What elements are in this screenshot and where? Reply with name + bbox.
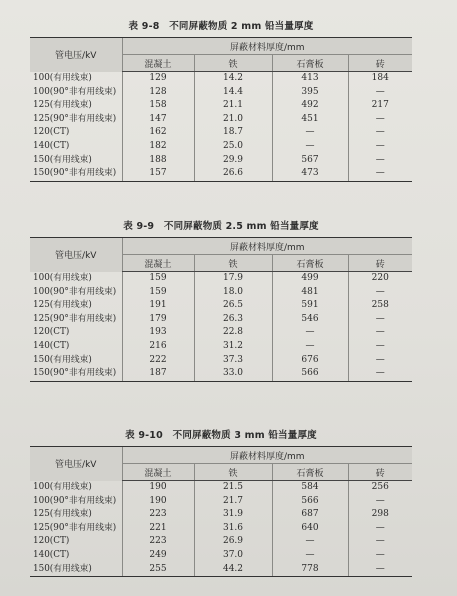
row-label: 150(有用线束) <box>30 563 122 577</box>
row-label: 125(有用线束) <box>33 300 92 311</box>
table-cell: — <box>348 140 412 154</box>
voltage-header: 管电压/kV <box>30 238 122 272</box>
table-cell: 221 <box>122 522 194 536</box>
table-cell: 566 <box>272 367 348 381</box>
table-cell: — <box>348 86 412 100</box>
table-cell: 182 <box>122 140 194 154</box>
row-label: 125(90°非有用线束) <box>33 113 117 124</box>
table-cell: 26.6 <box>194 167 272 181</box>
table-cell: 26.9 <box>194 535 272 549</box>
row-label: 120(CT) <box>33 536 70 547</box>
table-cell: 25.0 <box>194 140 272 154</box>
row-label: 100(90°非有用线束) <box>33 286 117 297</box>
table-cell: 37.3 <box>194 354 272 368</box>
table-row <box>30 86 412 100</box>
table-row <box>30 354 412 368</box>
material-header: 砖 <box>348 255 412 272</box>
table-cell: — <box>348 563 412 577</box>
table-row <box>30 140 412 154</box>
material-header: 铁 <box>194 55 272 72</box>
table-cell: 473 <box>272 167 348 181</box>
material-header: 石膏板 <box>272 255 348 272</box>
table-cell: 249 <box>122 549 194 563</box>
table-row <box>30 154 412 168</box>
table-cell: 31.6 <box>194 522 272 536</box>
table-cell: 14.2 <box>194 72 272 86</box>
row-label: 140(CT) <box>33 340 70 351</box>
table-cell: 21.1 <box>194 99 272 113</box>
material-header: 石膏板 <box>272 464 348 481</box>
row-label: 150(90°非有用线束) <box>30 167 122 181</box>
table-caption: 表 9-9 不同屏蔽物质 2.5 mm 铅当量厚度 <box>123 221 319 232</box>
table-cell: — <box>348 113 412 127</box>
material-group-header: 屏蔽材料厚度/mm <box>122 238 412 255</box>
voltage-header: 管电压/kV <box>30 38 122 72</box>
table-cell: 190 <box>122 495 194 509</box>
table-cell: 193 <box>122 326 194 340</box>
table-caption: 表 9-8 不同屏蔽物质 2 mm 铅当量厚度 <box>128 21 314 32</box>
row-label: 100(有用线束) <box>33 272 92 283</box>
table-cell: — <box>272 140 348 154</box>
table-cell: 31.9 <box>194 508 272 522</box>
table-cell: 778 <box>272 563 348 577</box>
table-cell: 566 <box>272 495 348 509</box>
table-row <box>30 535 412 549</box>
material-header: 石膏板 <box>272 55 348 72</box>
table-row <box>30 299 412 313</box>
table-row <box>30 481 412 495</box>
voltage-header: 管电压/kV <box>30 447 122 481</box>
table-caption: 表 9-10 不同屏蔽物质 3 mm 铅当量厚度 <box>125 430 317 441</box>
table-cell: 413 <box>272 72 348 86</box>
row-label: 150(有用线束) <box>33 354 92 365</box>
table-cell: 676 <box>272 354 348 368</box>
table-cell: — <box>348 167 412 181</box>
row-label: 100(有用线束) <box>33 481 92 492</box>
row-label: 140(CT) <box>33 140 70 151</box>
table-cell: 222 <box>122 354 194 368</box>
table-cell: — <box>272 535 348 549</box>
material-header: 铁 <box>194 255 272 272</box>
row-label: 125(90°非有用线束) <box>33 313 117 324</box>
table-cell: 179 <box>122 313 194 327</box>
table-cell: 33.0 <box>194 367 272 381</box>
table-cell: 21.5 <box>194 481 272 495</box>
table-row <box>30 549 412 563</box>
table-cell: 190 <box>122 481 194 495</box>
material-header: 砖 <box>348 464 412 481</box>
table-row <box>30 563 412 577</box>
table-cell: 223 <box>122 535 194 549</box>
table-cell: 216 <box>122 340 194 354</box>
row-label: 150(90°非有用线束) <box>30 367 122 381</box>
table-cell: — <box>348 154 412 168</box>
table-row <box>30 313 412 327</box>
table-row <box>30 340 412 354</box>
table-row <box>30 522 412 536</box>
row-label: 125(有用线束) <box>33 100 92 111</box>
table-cell: — <box>348 340 412 354</box>
row-label: 140(CT) <box>33 549 70 560</box>
table-cell: 17.9 <box>194 272 272 286</box>
table-cell: 162 <box>122 126 194 140</box>
row-label: 120(CT) <box>33 127 70 138</box>
row-label: 125(90°非有用线束) <box>33 522 117 533</box>
table-9-10 <box>30 427 412 577</box>
table-cell: 640 <box>272 522 348 536</box>
table-cell: — <box>348 535 412 549</box>
material-group-header: 屏蔽材料厚度/mm <box>122 447 412 464</box>
material-header: 砖 <box>348 55 412 72</box>
table-cell: — <box>348 126 412 140</box>
table-9-8 <box>30 18 412 182</box>
table-cell: 187 <box>122 367 194 381</box>
table-cell: 256 <box>348 481 412 495</box>
table-row <box>30 126 412 140</box>
material-header: 混凝土 <box>122 55 194 72</box>
material-group-header: 屏蔽材料厚度/mm <box>122 38 412 55</box>
table-cell: 21.0 <box>194 113 272 127</box>
material-header: 混凝土 <box>122 464 194 481</box>
table-9-9 <box>30 218 412 382</box>
table-row <box>30 272 412 286</box>
table-cell: 159 <box>122 286 194 300</box>
material-header: 铁 <box>194 464 272 481</box>
table-row <box>30 113 412 127</box>
table-cell: 546 <box>272 313 348 327</box>
table-cell: — <box>348 367 412 381</box>
table-cell: 22.8 <box>194 326 272 340</box>
table-cell: 217 <box>348 99 412 113</box>
table-cell: 128 <box>122 86 194 100</box>
table-row <box>30 167 412 181</box>
table-row <box>30 286 412 300</box>
row-label: 100(90°非有用线束) <box>33 495 117 506</box>
table-cell: 191 <box>122 299 194 313</box>
table-cell: 298 <box>348 508 412 522</box>
table-row <box>30 495 412 509</box>
table-cell: 223 <box>122 508 194 522</box>
table-cell: 499 <box>272 272 348 286</box>
table-row <box>30 72 412 86</box>
table-cell: 258 <box>348 299 412 313</box>
data-table <box>30 37 412 182</box>
table-cell: 451 <box>272 113 348 127</box>
table-cell: 584 <box>272 481 348 495</box>
table-cell: 188 <box>122 154 194 168</box>
table-cell: 37.0 <box>194 549 272 563</box>
table-cell: 492 <box>272 99 348 113</box>
table-cell: — <box>272 326 348 340</box>
table-cell: 129 <box>122 72 194 86</box>
table-cell: 14.4 <box>194 86 272 100</box>
table-cell: 26.3 <box>194 313 272 327</box>
table-cell: 184 <box>348 72 412 86</box>
table-cell: 481 <box>272 286 348 300</box>
table-cell: 26.5 <box>194 299 272 313</box>
table-cell: 44.2 <box>194 563 272 577</box>
table-cell: — <box>348 354 412 368</box>
row-label: 125(有用线束) <box>33 509 92 520</box>
row-label: 120(CT) <box>33 327 70 338</box>
table-cell: 220 <box>348 272 412 286</box>
table-cell: 158 <box>122 99 194 113</box>
row-label: 150(有用线束) <box>33 154 92 165</box>
table-cell: — <box>272 549 348 563</box>
table-cell: — <box>272 126 348 140</box>
table-cell: 567 <box>272 154 348 168</box>
table-cell: 591 <box>272 299 348 313</box>
table-cell: — <box>348 522 412 536</box>
table-cell: — <box>348 313 412 327</box>
row-label: 100(有用线束) <box>33 72 92 83</box>
material-header: 混凝土 <box>122 255 194 272</box>
data-table <box>30 237 412 382</box>
table-row <box>30 508 412 522</box>
table-cell: 687 <box>272 508 348 522</box>
table-row <box>30 326 412 340</box>
table-cell: 18.7 <box>194 126 272 140</box>
table-cell: — <box>272 340 348 354</box>
table-cell: — <box>348 286 412 300</box>
table-row <box>30 99 412 113</box>
table-cell: 159 <box>122 272 194 286</box>
data-table <box>30 446 412 577</box>
table-cell: — <box>348 326 412 340</box>
table-cell: 157 <box>122 167 194 181</box>
table-cell: 29.9 <box>194 154 272 168</box>
table-cell: 147 <box>122 113 194 127</box>
table-cell: 31.2 <box>194 340 272 354</box>
row-label: 100(90°非有用线束) <box>33 86 117 97</box>
table-cell: 18.0 <box>194 286 272 300</box>
table-cell: 395 <box>272 86 348 100</box>
table-cell: — <box>348 549 412 563</box>
table-cell: — <box>348 495 412 509</box>
table-cell: 255 <box>122 563 194 577</box>
table-row <box>30 367 412 381</box>
table-cell: 21.7 <box>194 495 272 509</box>
